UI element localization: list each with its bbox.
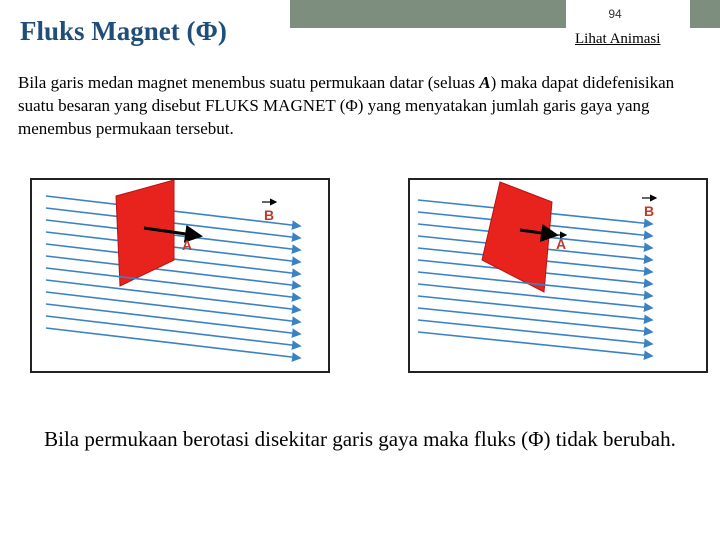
- page-number: 94: [608, 7, 622, 21]
- field-label-b: B: [264, 207, 275, 223]
- intro-text-1: Bila garis medan magnet menembus suatu permukaan datar (seluas: [18, 73, 480, 92]
- area-label-a: A: [182, 237, 193, 253]
- animation-link[interactable]: Lihat Animasi: [575, 31, 661, 47]
- intro-text-2: ) maka dapat didefenisikan suatu besaran yang disebut FLUKS MAGNET (Φ) yang menyatakan jumlah garis gaya yang menembus permukaan tersebut.: [18, 73, 675, 138]
- slide-title: Fluks Magnet (Φ): [20, 14, 237, 48]
- caption: Bila permukaan berotasi disekitar garis gaya maka fluks (Φ) tidak berubah.: [44, 427, 676, 451]
- area-label-a: A: [556, 236, 567, 252]
- field-label-b: B: [644, 203, 655, 219]
- field-lines-front: [418, 272, 652, 356]
- figure-1-illustration: [32, 180, 328, 371]
- plate-surface: [482, 182, 552, 292]
- intro-paragraph: [18, 71, 708, 140]
- figure-rotated-plate: [408, 178, 708, 373]
- intro-area-symbol: A: [479, 73, 491, 92]
- figure-2-illustration: [410, 180, 706, 371]
- figure-flat-plate: [30, 178, 330, 373]
